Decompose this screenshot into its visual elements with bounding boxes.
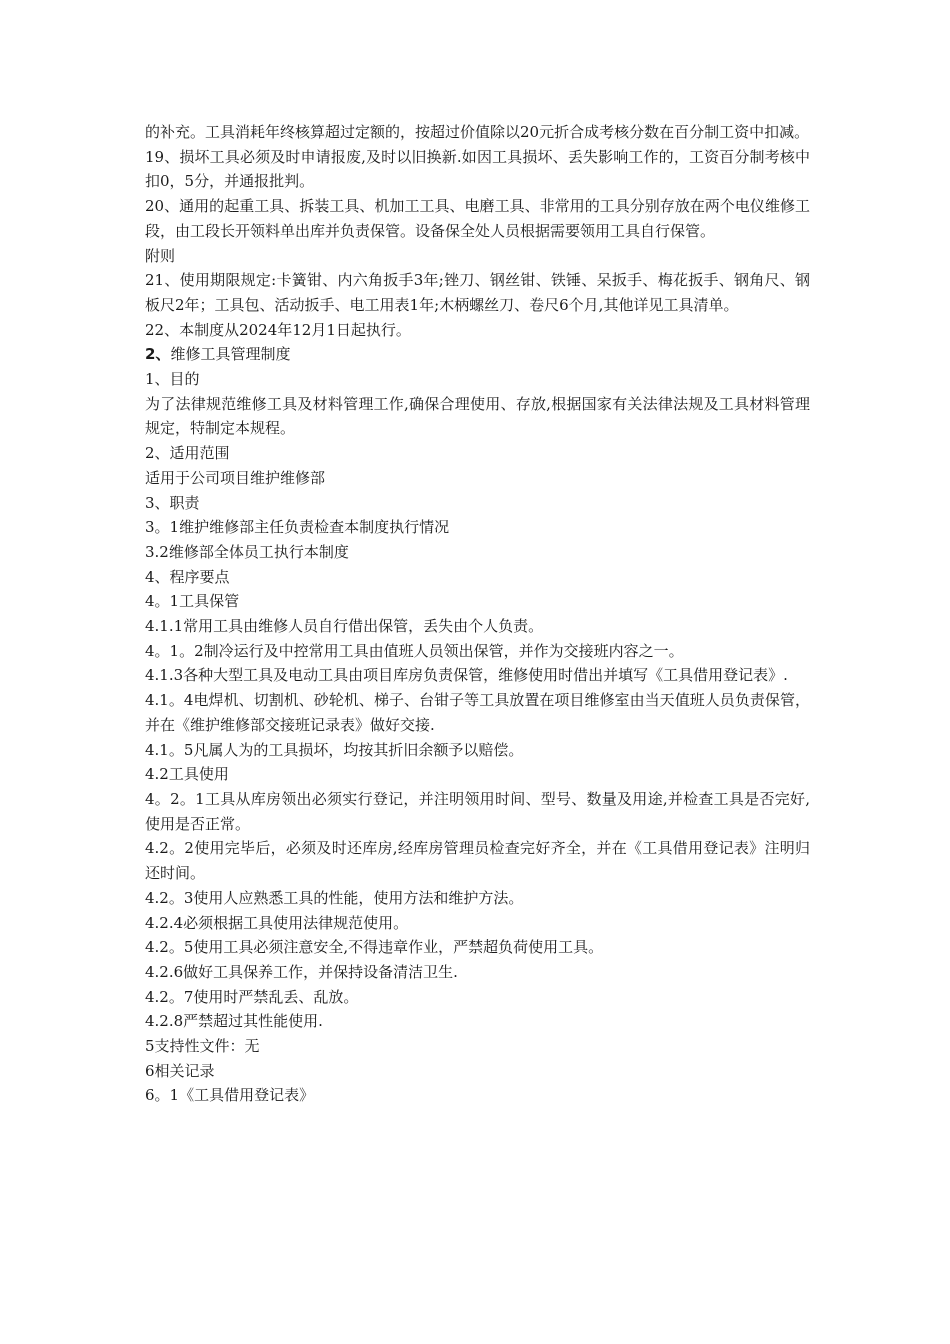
item-4-2-2: 4.2。2使用完毕后，必须及时还库房,经库房管理员检查完好齐全，并在《工具借用登记表》注明归还时间。 (145, 839, 810, 883)
clause-21: 21、使用期限规定:卡簧钳、内六角扳手3年;锉刀、钢丝钳、铁锤、呆扳手、梅花扳手、钢角尺、钢板尺2年；工具包、活动扳手、电工用表1年;木柄螺丝刀、卷尺6个月,其他详见工具清单。 (145, 271, 810, 314)
supporting-documents: 5支持性文件：无 (145, 1037, 260, 1056)
responsibility-heading: 3、职责 (145, 493, 200, 512)
clause-20: 20、通用的起重工具、拆装工具、机加工工具、电磨工具、非常用的工具分别存放在两个电仪维修工段，由工段长开领料单出库并负责保管。设备保全处人员根据需要领用工具自行保管。 (145, 197, 810, 240)
tool-storage-heading: 4。1工具保管 (145, 592, 240, 611)
section-2-number: 2、 (145, 345, 171, 364)
section-2-heading (145, 342, 810, 367)
item-4-2-5: 4.2。5使用工具必须注意安全,不得违章作业，严禁超负荷使用工具。 (145, 938, 604, 957)
purpose-text: 为了法律规范维修工具及材料管理工作,确保合理使用、存放,根据国家有关法律法规及工具材料管理规定，特制定本规程。 (145, 394, 810, 438)
item-4-1-4: 4.1。4电焊机、切割机、砂轮机、梯子、台钳子等工具放置在项目维修室由当天值班人员负责保管，并在《维护维修部交接班记录表》做好交接. (145, 691, 810, 734)
paragraph-continuation: 的补充。工具消耗年终核算超过定额的，按超过价值除以20元折合成考核分数在百分制工资中扣减。 (145, 123, 810, 141)
item-4-1-2: 4。1。2制冷运行及中控常用工具由值班人员领出保管，并作为交接班内容之一。 (145, 641, 684, 660)
clause-19: 19、损坏工具必须及时申请报废,及时以旧换新.如因工具损坏、丢失影响工作的，工资百分制考核中扣0，5分，并通报批判。 (145, 147, 810, 191)
record-6-1: 6。1《工具借用登记表》 (145, 1086, 315, 1105)
scope-text: 适用于公司项目维护维修部 (145, 468, 326, 487)
item-4-2-1: 4。2。1工具从库房领出必须实行登记，并注明领用时间、型号、数量及用途,并检查工具是否完好,使用是否正常。 (145, 789, 810, 833)
item-4-2-3: 4.2。3使用人应熟悉工具的性能，使用方法和维护方法。 (145, 888, 524, 907)
item-4-1-1: 4.1.1常用工具由维修人员自行借出保管，丢失由个人负责。 (145, 617, 544, 636)
item-4-2-4: 4.2.4必须根据工具使用法律规范使用。 (145, 913, 409, 932)
scope-heading: 2、适用范围 (145, 444, 230, 463)
supplementary-provisions-heading: 附则 (145, 246, 176, 265)
item-4-1-5: 4.1。5凡属人为的工具损坏，均按其折旧余额予以赔偿。 (145, 740, 524, 759)
purpose-heading: 1、目的 (145, 370, 200, 389)
item-4-2-8: 4.2.8严禁超过其性能使用. (145, 1012, 323, 1031)
clause-22: 22、本制度从2024年12月1日起执行。 (145, 320, 411, 339)
responsibility-3-2: 3.2维修部全体员工执行本制度 (145, 542, 349, 561)
tool-usage-heading: 4.2工具使用 (145, 765, 229, 784)
item-4-2-7: 4.2。7使用时严禁乱丢、乱放。 (145, 987, 359, 1006)
procedure-heading: 4、程序要点 (145, 567, 230, 586)
document-page (145, 120, 810, 1108)
section-2-title: 维修工具管理制度 (170, 345, 291, 364)
responsibility-3-1: 3。1维护维修部主任负责检查本制度执行情况 (145, 518, 450, 537)
item-4-2-6: 4.2.6做好工具保养工作，并保持设备清洁卫生. (145, 962, 458, 981)
related-records-heading: 6相关记录 (145, 1061, 215, 1080)
item-4-1-3: 4.1.3各种大型工具及电动工具由项目库房负责保管，维修使用时借出并填写《工具借用登记表》. (145, 666, 788, 685)
